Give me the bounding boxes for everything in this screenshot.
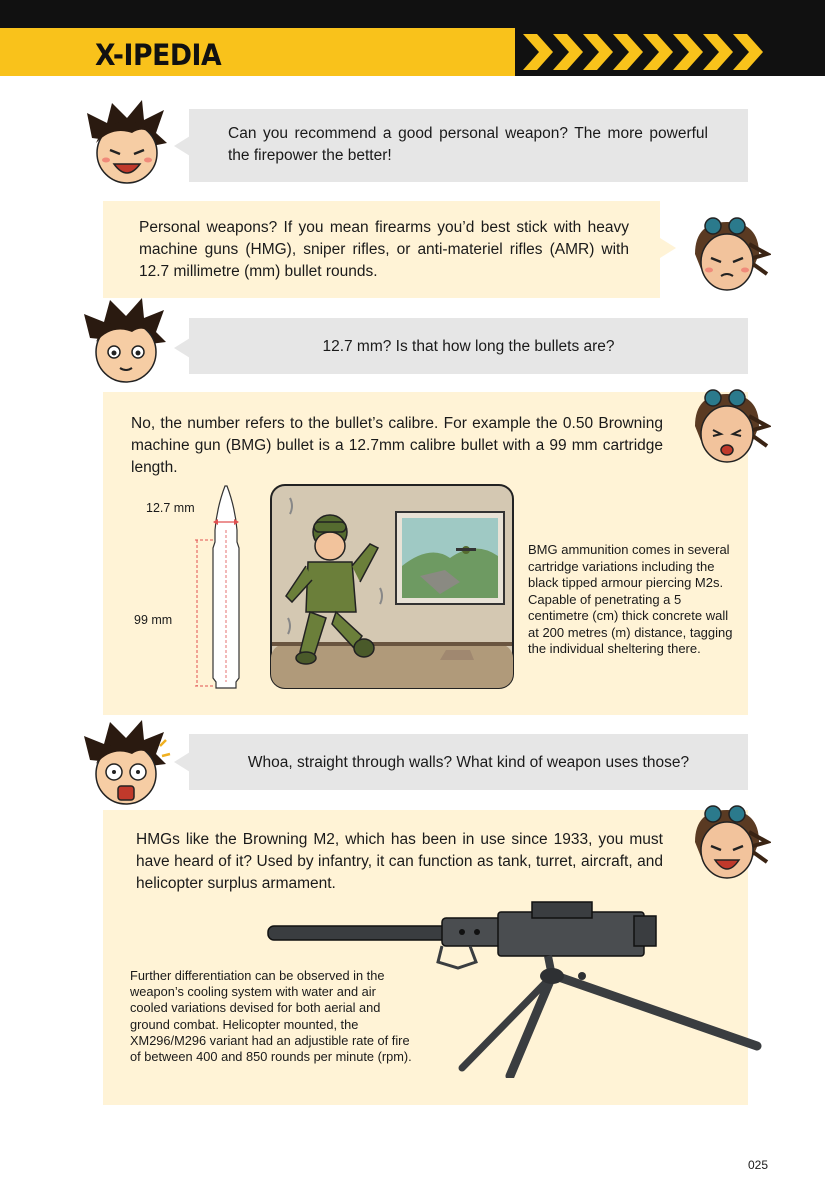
- expert-avatar-icon: [683, 800, 771, 886]
- m2-note: Further differentiation can be observed in the weapon’s cooling system with water and air cooled variations devised for both aerial and ground combat. Helicopter mounted, the XM296/M296 variant had an adjustible rate of fire of between 400 and 850 rounds per minute (rpm).: [130, 968, 412, 1065]
- calibre-label: 12.7 mm: [146, 501, 195, 515]
- bubble-tail: [660, 238, 676, 258]
- boy-avatar-icon: [82, 98, 170, 190]
- page-title: X-IPEDIA: [95, 38, 222, 72]
- expert-avatar-icon: [683, 384, 771, 470]
- bubble-tail: [174, 136, 190, 156]
- bubble-tail: [174, 752, 190, 772]
- bullet-diagram-icon: [185, 482, 255, 694]
- dialogue-text: No, the number refers to the bullet’s calibre. For example the 0.50 Browning machine gun (BMG) bullet is a 12.7mm calibre bullet with a 99 mm cartridge length.: [131, 415, 663, 476]
- dialogue-text: Whoa, straight through walls? What kind of weapon uses those?: [247, 754, 690, 771]
- bmg-note: BMG ammunition comes in several cartridge variations including the black tipped armour piercing M2s. Capable of penetrating a 5 centimetre (cm) thick concrete wall at 200 metres (m) distance, tagging the individual sheltering there.: [528, 542, 733, 656]
- dialogue-text: Can you recommend a good personal weapon? The more powerful the firepower the better!: [228, 125, 708, 164]
- expert-avatar-icon: [683, 214, 771, 298]
- soldier-wall-illustration: [270, 484, 514, 689]
- top-black-bar: [0, 0, 825, 28]
- length-label: 99 mm: [134, 613, 173, 627]
- chevron-stripes-icon: [515, 28, 825, 76]
- page-number: 025: [747, 1158, 768, 1172]
- bubble-tail: [174, 338, 190, 358]
- dialogue-text: HMGs like the Browning M2, which has been in use since 1933, you must have heard of it? Used by infantry, it can function as tank, turret, aircraft, and helicopter surplus armament.: [136, 831, 663, 892]
- boy-avatar-icon: [80, 296, 170, 388]
- dialogue-text: 12.7 mm? Is that how long the bullets are?: [322, 338, 615, 355]
- dialogue-text: Personal weapons? If you mean firearms you’d best stick with heavy machine guns (HMG), sniper rifles, or anti-materiel rifles (AMR) with 12.7 millimetre (mm) bullet rounds.: [139, 219, 629, 280]
- shocked-boy-avatar-icon: [80, 716, 172, 810]
